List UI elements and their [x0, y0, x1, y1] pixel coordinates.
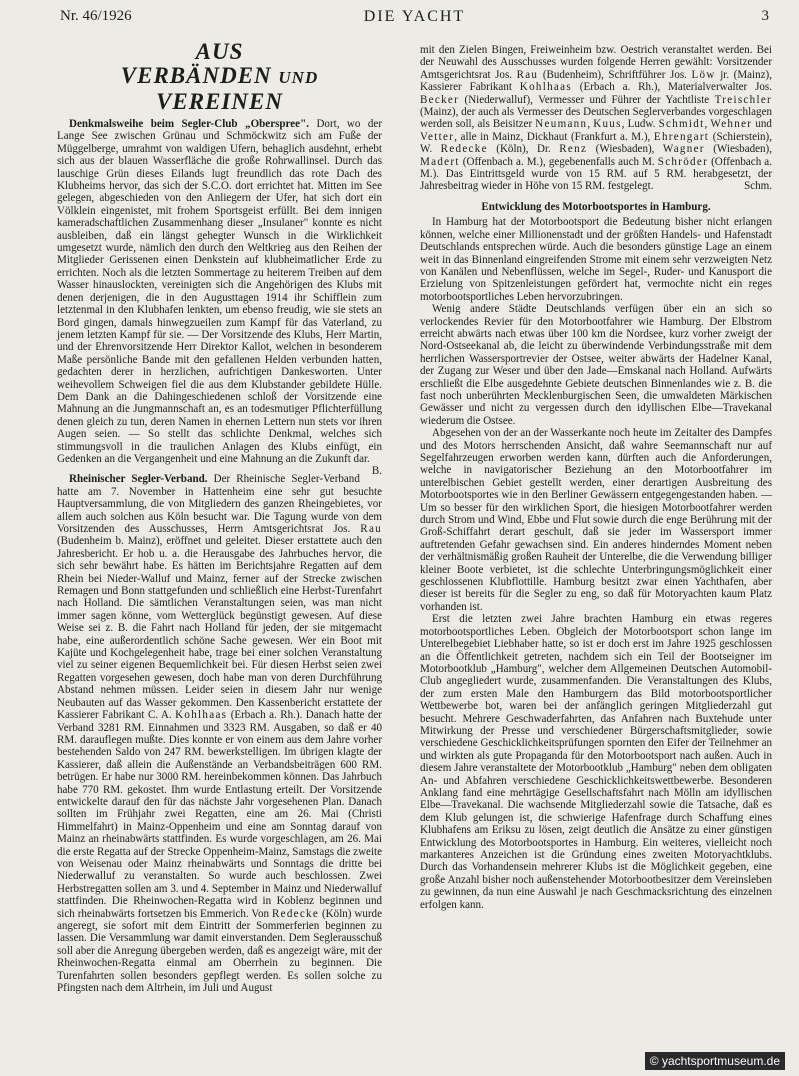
person-name: Wagner [662, 143, 705, 156]
section-title [57, 40, 382, 114]
title-word-verbaenden: VERBÄNDEN [120, 63, 279, 88]
person-name: Rau [516, 68, 539, 81]
person-name: Vetter [420, 130, 455, 143]
person-name: Kohlhaas [519, 81, 572, 94]
magazine-title: DIE YACHT [363, 8, 466, 25]
article-paragraph: In Hamburg hat der Motorbootsport die Bedeutung bisher nicht erlangen können, welche einer Millionenstadt und der größten Handels- und Hafenstadt Deutschlands entsprechen würde. Auch die besonders günstige Lage an einem weit in das Binnenland eingreifenden Strome mit einem sehr verzweigten Netz von Kanälen und Nebenflüssen, welche im Segel-, Ruder- und Kanusport die Erzielung von Spitzenleistungen gefördert hat, vermochte nicht ein reges motorbootsportliches Leben hervorzubringen. [420, 216, 772, 303]
person-name: Wehner [710, 118, 753, 131]
person-name: Löw [691, 68, 716, 81]
person-name: Schmidt [658, 118, 705, 131]
page-number: 3 [761, 8, 769, 24]
title-word-und: UND [278, 68, 319, 87]
right-column [420, 44, 772, 911]
left-column [57, 40, 382, 994]
section-title-line2 [57, 64, 382, 114]
person-name: Redecke [271, 907, 320, 920]
article-lead: Rheinischer Segler-Verband. [69, 473, 208, 486]
person-name: Redecke [440, 143, 488, 156]
article-paragraph: Wenig andere Städte Deutschlands verfügen über ein an sich so verlockendes Revier für den Motorbootfahrer wie Hamburg. Der Elbstrom erreicht abwärts nach etwas über 100 km die Nordsee, kurz vorher zweigt der Nord-Ostseekanal ab, die leicht zu überwindende Verbindungsstraße mit dem herrlichen Wassersportrevier der Ostsee, weiter abwärts der Hadelner Kanal, der Zugang zur Weser und über den Jade—Emskanal nach Holland. Aufwärts erschließt die Elbe ausgedehnte Gebiete deutschen Binnenlandes wie z. B. die fast noch unberührten Mecklenburgischen Seen, die umwaldeten Märkischen Gewässer und nicht zu vergessen durch den idyllischen Elbe—Travekanal wiederum die Ostsee. [420, 303, 772, 427]
copyright-watermark: © yachtsportmuseum.de [645, 1052, 785, 1070]
title-word-vereinen: VEREINEN [156, 89, 283, 114]
article-rheinischer-segler-verband: Rheinischer Segler-Verband. Der Rheinische Segler-Verband hatte am 7. November in Hattenheim eine sehr gut besuchte Hauptversammlung, die von Mitgliedern des ganzen Rheingebietes, vor allem auch solchen aus Köln besucht war. Die Tagung wurde von dem Vorsitzenden des Ausschusses, Herrn Amtsgerichtsrat Jos. Rau (Budenheim b. Mainz), eröffnet und geleitet. Dieser erstattete auch den Jahresbericht. Er hob u. a. die Herausgabe des Jahrbuches hervor, die sich sehr bewährt habe. Es hätten im Berichtsjahre Regatten auf dem Rhein bei Nieder-Walluf und Mainz, ferner auf der Strecke zwischen Remagen und Bonn stattgefunden und schließlich eine Herbst-Turenfahrt nach Holland. Die sämtlichen Veranstaltungen seien, was man nicht immer sagen könne, vom Wetterglück begünstigt gewesen. Auf diese Weise sei z. B. die Fahrt nach Holland für jeden, der sie mitgemacht habe, eine außerordentlich schöne Sache gewesen. Wer ein Boot mit Kajüte und Kochgelegenheit habe, trage bei einer solchen Veranstaltung viel zu seiner eigenen Bequemlichkeit bei. Für diesen Herbst seien zwei Regatten vorgesehen gewesen, doch habe man von deren Durchführung Abstand nehmen müssen. Leider seien in diesem Jahr nur wenige Neubauten auf das Wasser gekommen. Den Kassenbericht erstattete der Kassierer Fabrikant C. A. Kohlhaas (Erbach a. Rh.). Danach hatte der Verband 3281 RM. Einnahmen und 3323 RM. Ausgaben, so daß er 40 RM. darauflegen mußte. Dies konnte er von einem aus dem Jahre vorher bestehenden Saldo von 247 RM. bewerkstelligen. Im übrigen klagte der Kassierer, daß allein die Außenstände an Verbandsbeiträgen 600 RM. betrügen. Er habe nur 3000 RM. hereinbekommen können. Das Jahrbuch habe 770 RM. gekostet. Ihm wurde Entlastung erteilt. Der Vorsitzende entwickelte darauf den für das nächste Jahr vorgesehenen Plan. Danach sollten im Frühjahr zwei Regatten, eine am 26. Mai (Christi Himmelfahrt) in Mainz-Oppenheim und eine am Sonntag darauf von Mainz an rheinabwärts stattfinden. Es wurde vorgeschlagen, am 26. Mai die erste Regatta auf der Strecke Oppenheim-Mainz, Samstags die zweite von Weisenau oder Mainz rheinabwärts und Sonntags die dritte bei Niederwalluf zu veranstalten. So wurde auch beschlossen. Zwei Herbstregatten sollen am 3. und 4. September in Mainz und Niederwalluf stattfinden. Die Rheinwochen-Regatta wird in Koblenz beginnen und sich rheinabwärts fortsetzen bis Emmerich. Von Redecke (Köln) wurde angeregt, sie sofort mit dem Eintritt der Sommerferien beginnen zu lassen. Die Versammlung war damit einverstanden. Dem Seglerausschuß soll aber die Anregung übergeben werden, daß es angezeigt wäre, mit der Rheinwochen-Regatta einmal am Oberrhein zu beginnen. Die Turenfahrten sollen besonders gepflegt werden. Es sollen solche zu Pfingsten nach dem Altrhein, im Juli und August [57, 473, 382, 995]
issue-number: Nr. 46/1926 [60, 8, 132, 24]
article-continuation: mit den Zielen Bingen, Freiweinheim bzw. Oestrich veranstaltet werden. Bei der Neuwahl des Ausschusses wurden folgende Herren gewählt: Vorsitzender Amtsgerichtsrat Jos. Rau (Budenheim), Schriftführer Jos. Löw jr. (Mainz), Kassierer Fabrikant Kohlhaas (Erbach a. Rh.), Materialverwalter Jos. Becker (Niederwalluf), Vermesser und Führer der Yachtliste Treischler (Mainz), der auch als Vermesser des Deutschen Seglerverbandes vorgeschlagen werden soll, als Beisitzer Neumann, Kuus, Ludw. Schmidt, Wehner und Vetter, alle in Mainz, Dickhaut (Frankfurt a. M.), Ehrengart (Schierstein), W. Redecke (Köln), Dr. Renz (Wiesbaden), Wagner (Wiesbaden), Madert (Offenbach a. M.), gegebenenfalls auch M. Schröder (Offenbach a. M.). Das Eintrittsgeld wurde von 15 RM. auf 5 RM. herabgesetzt, der Jahresbeitrag wieder in Höhe von 15 RM. festgelegt. Schm. [420, 44, 772, 193]
person-name: Becker [420, 93, 460, 106]
person-name: Schröder [657, 155, 709, 168]
article-lead: Denkmalsweihe beim Segler-Club „Oberspree". [69, 118, 309, 130]
person-name: Neumann [535, 118, 588, 131]
person-name: Treischler [714, 93, 772, 106]
article-body: Dort, wo der Lange See zwischen Grünau und Schmöckwitz sich am Fuße der Müggelberge, umrahmt von waldigen Ufern, behaglich ausdehnt, erhebt sich aus der blauen Wasserfläche die große Rohrwallinsel. Durch das lauschige Grün dieses Eilands lugt freundlich das rote Dach des Klubheims hervor, das sich der S.C.O. dort errichtet hat. Mitten im See gelegen, abgeschieden von den Anliegern der Ufer, hat sich dort ein Völklein eingenistet, mit frohem Sportsgeist erfüllt. Bei dem innigen kameradschaftlichen Zusammenhang dieser „Insulaner" konnte es nicht ausbleiben, daß ein längst gehegter Wunsch in die Wirklichkeit umgesetzt wurde, nämlich den durch den Weltkrieg aus den Reihen der Mitglieder Gerissenen einen Denkstein auf klubheimatlicher Erde zu errichten. Noch als die letzten Sommertage zu heiterem Treiben auf dem Wasser hinauslockten, vereinigten sich die Angehörigen des Klubs mit denen derjenigen, die in den Augusttagen 1914 ihr Schifflein zum letztenmal in den Klubhafen lenkten, um ebenso freudig, wie sie stets an Bord gingen, damals hinwegzueilen zum Kampf für das Vaterland, zu jenem letzten Kampf für sie. — Der Vorsitzende des Klubs, Herr Martin, und der Ehrenvorsitzende Herr Direktor Kallot, welchen in besonderem Maße persönliche Bande mit den gefallenen Helden verbunden hatten, gedachten derer in herzlichen, aufrichtigen Dankesworten. Unter weihevollem Schweigen fiel die aus dem Klubstander gebildete Hülle. Dem Dank an die Dahingeschiedenen schloß der Vorsitzende eine Mahnung an die Jungmannschaft an, es an todesmutiger Pflichterfüllung denen gleich zu tun, deren Namen in ehernen Lettern nun stets vor ihren Augen seien. — So stellt das schlichte Denkmal, welches sich stimmungsvoll in die traulichen Anlagen des Klubs einfügt, ein Gedenken an die Vergangenheit und eine Mahnung an die Zukunft dar. [57, 118, 383, 465]
article-heading-motorbootsport: Entwicklung des Motorbootsportes in Hamburg. [481, 200, 711, 213]
page-header [60, 8, 769, 30]
section-title-line1: AUS [195, 39, 244, 64]
person-name: Renz [559, 143, 588, 156]
person-name: Madert [420, 155, 460, 168]
article-paragraph: Erst die letzten zwei Jahre brachten Hamburg ein etwas regeres motorbootsportliches Leben. Obgleich der Motorbootsport schon lange im Unterelbegebiet Liebhaber hatte, so ist er doch erst im Jahre 1925 geschlossen an die Öffentlichkeit getreten, nachdem sich ein Teil der Bootseigner im Motorbootklub „Hamburg", welcher dem Allgemeinen Deutschen Automobil-Club angegliedert wurde, zusammenfanden. Die Veranstaltungen des Klubs, der zum ersten Male den Hamburgern das Bild motorbootsportlicher Wettbewerbe bot, waren bei der anfänglich geringen Mitgliederzahl gut besucht. Mehrere Geschwaderfahrten, das Anfahren nach Buxtehude unter Mitwirkung der Presse und verschiedener Bürgerschaftsmitglieder, sowie verschiedene Geschicklichkeitsprüfungen spornten den Eifer der Teilnehmer an und wirkten als gute Propaganda für den Motorbootsport nach außen. Auch in diesem Jahre veranstaltete der Motorbootklub „Hamburg" neben dem obligaten An- und Abfahren verschiedene Geschicklichkeitswettbewerbe. Besonderen Anklang fand eine mehrtägige Gesellschaftsfahrt nach Mölln am idyllischen Elbe—Travekanal. Die wachsende Mitgliederzahl sowie die Tatsache, daß es dem Klub gelungen ist, die schwierige Hafenfrage durch Schaffung eines Klubhafens am Eriksu zu lösen, zeigt deutlich die Ansätze zu einer günstigen Entwicklung des Motorbootsportes in Hamburg. Ein weiteres, vielleicht noch markanteres Anzeichen ist die Gründung eines zweiten Motoryachtklubs. Durch das Vorhandensein mehrerer Klubs ist die Möglichkeit gegeben, eine große Anzahl bisher noch außenstehender Motorbootbesitzer dem Vereinsleben zu gewinnen, da nun eine Auswahl je nach Geschmacksrichtung des einzelnen erfolgen kann. [420, 613, 772, 911]
article-denkmalsweihe [57, 118, 383, 478]
article-signature: B. [371, 465, 382, 478]
person-name: Rau [360, 523, 382, 535]
person-name: Kohlhaas [175, 709, 228, 722]
article-signature: Schm. [744, 180, 772, 193]
person-name: Ehrengart [653, 130, 710, 143]
article-paragraph: Abgesehen von der an der Wasserkante noch heute im Zeitalter des Dampfes und des Motors herrschenden Ansicht, daß wahre Seemannschaft nur auf Segelfahrzeugen erworben werden kann, dürften auch die Anforderungen, welche in navigatorischer Beziehung an den Motorbootfahrer im unterelbischen Gebiet gestellt werden, einer derartigen Ausbreitung des Motorbootsportes wie in den Berliner Gewässern entgegengestanden haben. — Um so besser für den wirklichen Sport, die hiesigen Motorbootfahrer werden durch Strom und Wind, Ebbe und Flut sowie durch die enge Berührung mit der Groß-Schiffahrt derart geschult, daß sie jeder im Wassersport immer auftretenden Gefahr gewachsen sind. Ein anderes hinderndes Moment neben der verhältnismäßig großen Rauheit der Unterelbe, die die Verwendung billiger kleiner Boote verbietet, ist die schlechte Unterbringungsmöglichkeit einer geschlossenen Klubflottille. Hamburg besitzt zwar einen Yachthafen, aber dieser ist bereits für die Segler zu eng, so daß für Motoryachten kaum Platz vorhanden ist. [420, 427, 772, 613]
person-name: Kuus [593, 118, 622, 131]
